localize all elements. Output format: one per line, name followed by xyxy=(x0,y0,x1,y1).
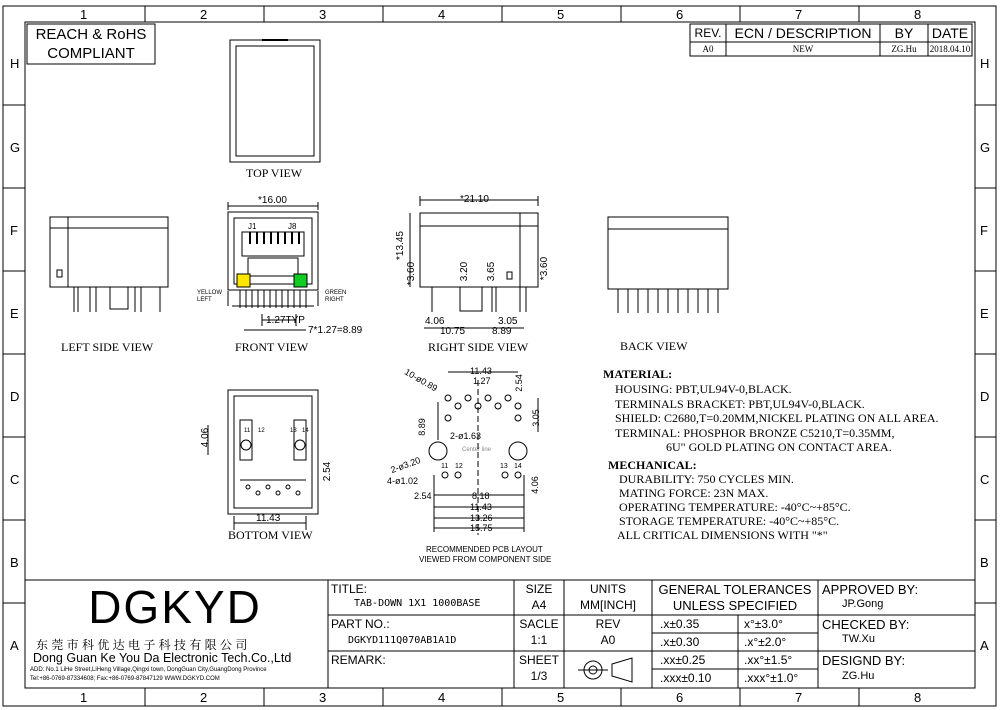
material-line-1: HOUSING: PBT,UL94V-0,BLACK. xyxy=(615,382,792,396)
pcb-pin-13: 13 xyxy=(500,463,508,470)
label-green-right: GREEN RIGHT xyxy=(325,290,347,303)
sheet-value: 1/3 xyxy=(530,669,548,683)
pcb-dim-305: 3.05 xyxy=(530,409,541,427)
row-c-left: C xyxy=(10,472,20,487)
pcb-pin-14: 14 xyxy=(514,463,522,470)
bottom-view-caption: BOTTOM VIEW xyxy=(228,528,313,542)
material-line-5: 6U" GOLD PLATING ON CONTACT AREA. xyxy=(666,440,892,454)
col-4-bottom: 4 xyxy=(438,690,446,705)
col-7-top: 7 xyxy=(795,7,803,22)
part-label: PART NO.: xyxy=(331,617,390,631)
dim-h1: *13.45 xyxy=(394,231,406,260)
left-side-view-caption: LEFT SIDE VIEW xyxy=(61,340,154,354)
dim-b1: 4.06 xyxy=(425,316,445,327)
pcb-dim-254b: 2.54 xyxy=(414,491,432,501)
row-f-left: F xyxy=(10,223,18,238)
left-side-view-drawing xyxy=(50,217,168,312)
top-view-drawing xyxy=(230,40,320,162)
material-line-3: SHIELD: C2680,T=0.20MM,NICKEL PLATING ON ALL AREA. xyxy=(615,411,939,425)
tolerance-angle-2: .x°±2.0° xyxy=(744,635,787,649)
row-g-right: G xyxy=(980,140,991,155)
dim-front-width: *16.00 xyxy=(258,195,287,206)
mechanical-title: MECHANICAL: xyxy=(608,458,697,472)
tolerance-angle-1: x°±3.0° xyxy=(744,617,783,631)
dim-h5: *3.60 xyxy=(539,256,551,281)
approved-label: APPROVED BY: xyxy=(822,582,919,597)
pcb-dim-889: 8.89 xyxy=(416,418,427,436)
col-3-bottom: 3 xyxy=(319,690,327,705)
tolerance-linear-2: .x±0.30 xyxy=(660,635,700,649)
pcb-dim-320: 2-ø3.20 xyxy=(389,454,422,476)
rev-label: REV xyxy=(595,617,621,631)
col-7-bottom: 7 xyxy=(795,690,803,705)
tolerance-header-1: GENERAL TOLERANCES xyxy=(658,581,812,597)
label-j8: J8 xyxy=(288,222,297,231)
designed-label: DESIGND BY: xyxy=(822,653,906,668)
row-b-left: B xyxy=(10,555,19,570)
row-a-left: A xyxy=(10,638,19,653)
top-view-caption: TOP VIEW xyxy=(246,166,303,180)
designed-value: ZG.Hu xyxy=(842,670,875,682)
pcb-dim-1326: 13.26 xyxy=(470,513,493,523)
material-line-2: TERMINALS BRACKET: PBT,UL94V-0,BLACK. xyxy=(615,397,865,411)
col-3-top: 3 xyxy=(319,7,327,22)
dim-bot-w: 11.43 xyxy=(256,513,281,524)
tolerance-header-2: UNLESS SPECIFIED xyxy=(672,597,798,613)
dim-right-width: *21.10 xyxy=(460,194,489,205)
row-d-right: D xyxy=(980,389,990,404)
pcb-dim-163: 2-ø1.63 xyxy=(450,431,482,441)
sheet-label: SHEET xyxy=(518,653,559,667)
date-header: DATE xyxy=(931,25,969,41)
size-value: A4 xyxy=(531,598,547,612)
dim-h4: 3.65 xyxy=(486,261,498,282)
right-side-view-drawing xyxy=(410,196,538,328)
rev-block-value: A0 xyxy=(600,633,616,647)
row-e-left: E xyxy=(10,306,19,321)
dim-bot-v: 2.54 xyxy=(322,461,334,482)
tolerance-linear-1: .x±0.35 xyxy=(660,617,700,631)
pcb-dim-1143: 11.43 xyxy=(470,502,492,512)
pcb-pin-11: 11 xyxy=(441,463,449,470)
units-label: UNITS xyxy=(590,582,626,596)
row-g-left: G xyxy=(10,140,21,155)
rev-value: A0 xyxy=(702,44,714,54)
remark-label: REMARK: xyxy=(331,653,386,667)
bot-pin-14: 14 xyxy=(302,428,309,434)
pcb-dim-top: 11.43 xyxy=(470,366,492,376)
mechanical-line-5: ALL CRITICAL DIMENSIONS WITH "*" xyxy=(617,528,828,542)
pcb-center-line: Center line xyxy=(462,447,492,453)
row-h-left: H xyxy=(10,56,20,71)
dim-bot-h: 4.06 xyxy=(200,427,212,448)
company-contact: Tel:+86-0769-87334608; Fax:+86-0769-87847129 WWW.DGKYD.COM xyxy=(30,676,220,682)
tolerance-angle-3: .xx°±1.5° xyxy=(744,653,793,667)
row-c-right: C xyxy=(980,472,990,487)
units-value: MM[INCH] xyxy=(580,598,636,612)
bot-pin-11: 11 xyxy=(244,428,251,434)
pcb-dim-406: 4.06 xyxy=(529,476,540,494)
part-value: DGKYD111Q070AB1A1D xyxy=(348,635,457,646)
row-e-right: E xyxy=(980,306,989,321)
col-2-bottom: 2 xyxy=(200,690,208,705)
col-8-bottom: 8 xyxy=(914,690,922,705)
dim-b3: 10.75 xyxy=(440,326,466,337)
date-value: 2018.04.10 xyxy=(929,44,971,54)
company-logo: DGKYD xyxy=(88,581,262,633)
dim-span: 7*1.27=8.89 xyxy=(308,325,363,336)
tolerance-linear-4: .xxx±0.10 xyxy=(660,671,712,685)
mechanical-line-4: STORAGE TEMPERATURE: -40°C~+85°C. xyxy=(619,514,840,528)
pcb-pin-12: 12 xyxy=(455,463,463,470)
back-view-caption: BACK VIEW xyxy=(620,339,688,353)
bot-pin-13: 13 xyxy=(290,428,297,434)
compliance-line-2: COMPLIANT xyxy=(47,45,135,62)
title-value: TAB-DOWN 1X1 1000BASE xyxy=(354,598,481,609)
front-view-caption: FRONT VIEW xyxy=(235,340,309,354)
green-led xyxy=(294,274,307,287)
company-name-en: Dong Guan Ke You Da Electronic Tech.Co.,Ltd xyxy=(33,651,292,665)
col-1-top: 1 xyxy=(80,7,88,22)
row-b-right: B xyxy=(980,555,989,570)
yellow-led xyxy=(237,274,250,287)
tolerance-angle-4: .xxx°±1.0° xyxy=(744,671,799,685)
pcb-dim-254: 2.54 xyxy=(513,374,524,392)
front-view-drawing xyxy=(228,202,318,330)
tolerance-linear-3: .xx±0.25 xyxy=(660,653,706,667)
dim-h3: 3.20 xyxy=(459,261,471,282)
pcb-caption-2: VIEWED FROM COMPONENT SIDE xyxy=(419,555,552,564)
scale-value: 1:1 xyxy=(530,633,548,647)
col-1-bottom: 1 xyxy=(80,690,88,705)
compliance-line-1: REACH & RoHS xyxy=(35,26,147,43)
pcb-dim-102: 4-ø1.02 xyxy=(387,476,419,486)
label-j1: J1 xyxy=(248,222,257,231)
dim-b2: 3.05 xyxy=(498,316,518,327)
right-side-view-caption: RIGHT SIDE VIEW xyxy=(428,340,529,354)
projection-symbol xyxy=(578,658,632,682)
ecn-header: ECN / DESCRIPTION xyxy=(734,25,872,41)
by-header: BY xyxy=(894,25,914,41)
col-8-top: 8 xyxy=(914,7,922,22)
material-title: MATERIAL: xyxy=(603,367,673,381)
rev-header: REV. xyxy=(694,26,722,40)
col-6-bottom: 6 xyxy=(676,690,684,705)
checked-value: TW.Xu xyxy=(842,633,876,645)
dim-b4: 8.89 xyxy=(492,326,512,337)
material-line-4: TERMINAL: PHOSPHOR BRONZE C5210,T=0.35MM, xyxy=(615,426,895,440)
col-2-top: 2 xyxy=(200,7,208,22)
row-a-right: A xyxy=(980,638,989,653)
mechanical-line-3: OPERATING TEMPERATURE: -40°C~+85°C. xyxy=(619,500,851,514)
company-name-cn: 东 莞 市 科 优 达 电 子 科 技 有 限 公 司 xyxy=(36,638,248,652)
approved-value: JP.Gong xyxy=(842,598,884,610)
company-address: ADD: No.1 LiHe Street,LiHeng Village,Qingxi town, DongGuan City,GuangDong Province xyxy=(30,667,267,673)
by-value: ZG.Hu xyxy=(891,44,917,54)
row-h-right: H xyxy=(980,56,990,71)
col-5-top: 5 xyxy=(557,7,565,22)
col-6-top: 6 xyxy=(676,7,684,22)
bottom-view-drawing xyxy=(208,390,318,530)
dim-h2: *3.60 xyxy=(406,261,418,286)
scale-label: SACLE xyxy=(519,617,559,631)
checked-label: CHECKED BY: xyxy=(822,617,910,632)
col-5-bottom: 5 xyxy=(557,690,565,705)
row-f-right: F xyxy=(980,223,988,238)
pcb-dim-127: 1.27 xyxy=(473,376,491,386)
ecn-value: NEW xyxy=(792,44,814,54)
title-label: TITLE: xyxy=(331,582,368,596)
pcb-caption-1: RECOMMENDED PCB LAYOUT xyxy=(426,545,543,554)
dim-pitch: 1.27TYP xyxy=(266,315,305,326)
size-label: SIZE xyxy=(525,582,553,596)
row-d-left: D xyxy=(10,389,20,404)
pcb-dim-818: 8.18 xyxy=(472,491,490,501)
col-4-top: 4 xyxy=(438,7,446,22)
pcb-dim-1575: 15.75 xyxy=(470,523,493,533)
mechanical-line-2: MATING FORCE: 23N MAX. xyxy=(619,486,769,500)
back-view-drawing xyxy=(608,217,728,313)
label-yellow-left: YELLOW LEFT xyxy=(197,290,223,303)
mechanical-line-1: DURABILITY: 750 CYCLES MIN. xyxy=(619,472,794,486)
pcb-dim-holes: 10-ø0.89 xyxy=(402,366,440,394)
bot-pin-12: 12 xyxy=(258,428,265,434)
